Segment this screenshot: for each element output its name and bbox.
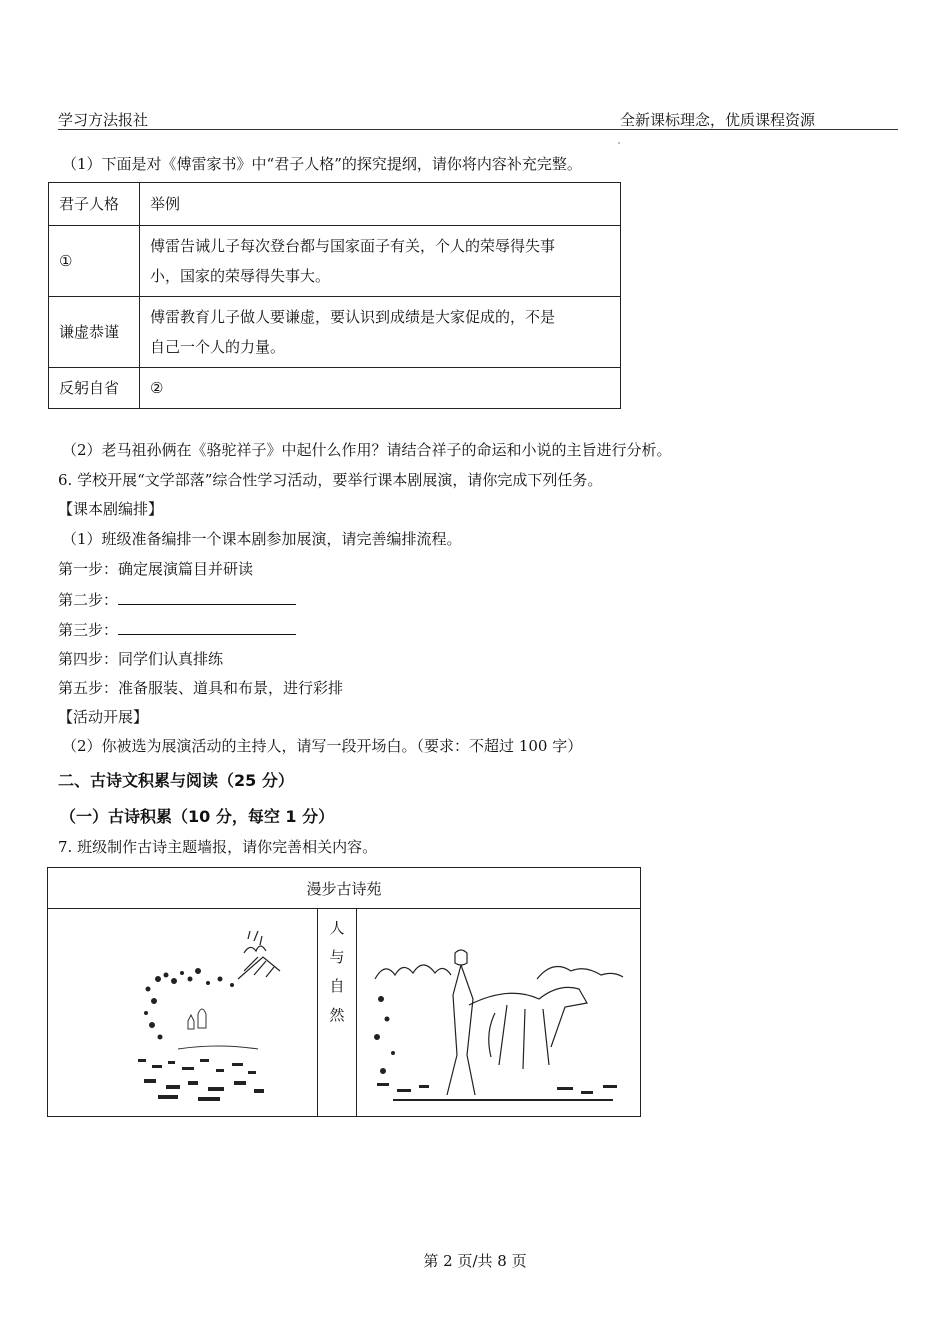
section-heading-activity: 【活动开展】 (58, 708, 149, 726)
theme-char: 然 (329, 1006, 345, 1024)
table-row (49, 226, 621, 297)
table-head-trait: 君子人格 (49, 183, 140, 226)
right-illustration-cell (357, 909, 641, 1117)
section-2-1-title: （一）古诗积累（10 分，每空 1 分） (60, 807, 335, 826)
landscape-illustration (48, 909, 317, 1112)
theme-char: 人 (329, 919, 345, 937)
example-line: 傅雷告诫儿子每次登台都与国家面子有关，个人的荣辱得失事 (150, 237, 556, 255)
gentleman-table (48, 182, 621, 409)
example-line: 傅雷教育儿子做人要谦虚，要认识到成绩是大家促成的，不是 (150, 308, 556, 326)
theme-cell (318, 909, 357, 1117)
question-6-1: （1）班级准备编排一个课本剧参加展演，请完善编排流程。 (62, 530, 462, 548)
table-row (49, 368, 621, 409)
question-5-1: （1）下面是对《傅雷家书》中“君子人格”的探究提纲，请你将内容补充完整。 (62, 155, 582, 173)
page-footer: 第 2 页/共 8 页 (423, 1252, 527, 1270)
step-3 (58, 620, 296, 639)
step-3-label: 第三步： (58, 621, 119, 639)
table-row (48, 868, 641, 909)
man-and-horse-illustration (357, 909, 640, 1112)
table-cell-example (140, 226, 621, 297)
header-left: 学习方法报社 (58, 111, 149, 129)
left-illustration-cell (48, 909, 318, 1117)
question-6-2: （2）你被选为展演活动的主持人，请写一段开场白。（要求：不超过 100 字） (62, 737, 583, 755)
question-7: 7. 班级制作古诗主题墙报，请你完善相关内容。 (58, 838, 378, 856)
question-6: 6. 学校开展“文学部落”综合性学习活动，要举行课本剧展演，请你完成下列任务。 (58, 471, 603, 489)
wall-title: 漫步古诗苑 (48, 868, 641, 909)
answer-blank[interactable] (118, 620, 296, 635)
table-cell-example (140, 297, 621, 368)
table-cell-example: ② (140, 368, 621, 409)
table-row (49, 183, 621, 226)
theme-vertical-text (318, 909, 356, 1099)
table-row (48, 909, 641, 1117)
step-4: 第四步：同学们认真排练 (58, 650, 224, 668)
example-line: 小，国家的荣辱得失事大。 (150, 267, 331, 285)
question-5-2: （2）老马祖孙俩在《骆驼祥子》中起什么作用？请结合祥子的命运和小说的主旨进行分析。 (62, 441, 672, 459)
theme-char: 与 (329, 948, 345, 966)
header-divider (58, 129, 898, 130)
step-2-label: 第二步： (58, 591, 119, 609)
step-5: 第五步：准备服装、道具和布景，进行彩排 (58, 679, 344, 697)
table-cell-trait: 反躬自省 (49, 368, 140, 409)
stray-dot (618, 142, 620, 144)
answer-blank[interactable] (118, 590, 296, 605)
step-1: 第一步：确定展演篇目并研读 (58, 560, 254, 578)
table-cell-trait: ① (49, 226, 140, 297)
poetry-wall-table (47, 867, 641, 1117)
header-right: 全新课标理念，优质课程资源 (620, 111, 816, 129)
section-heading-script: 【课本剧编排】 (58, 500, 164, 518)
example-line: 自己一个人的力量。 (150, 338, 286, 356)
table-head-example: 举例 (140, 183, 621, 226)
section-2-title: 二、古诗文积累与阅读（25 分） (58, 771, 294, 790)
step-2 (58, 590, 296, 609)
table-cell-trait: 谦虚恭谨 (49, 297, 140, 368)
table-row (49, 297, 621, 368)
theme-char: 自 (329, 977, 345, 995)
